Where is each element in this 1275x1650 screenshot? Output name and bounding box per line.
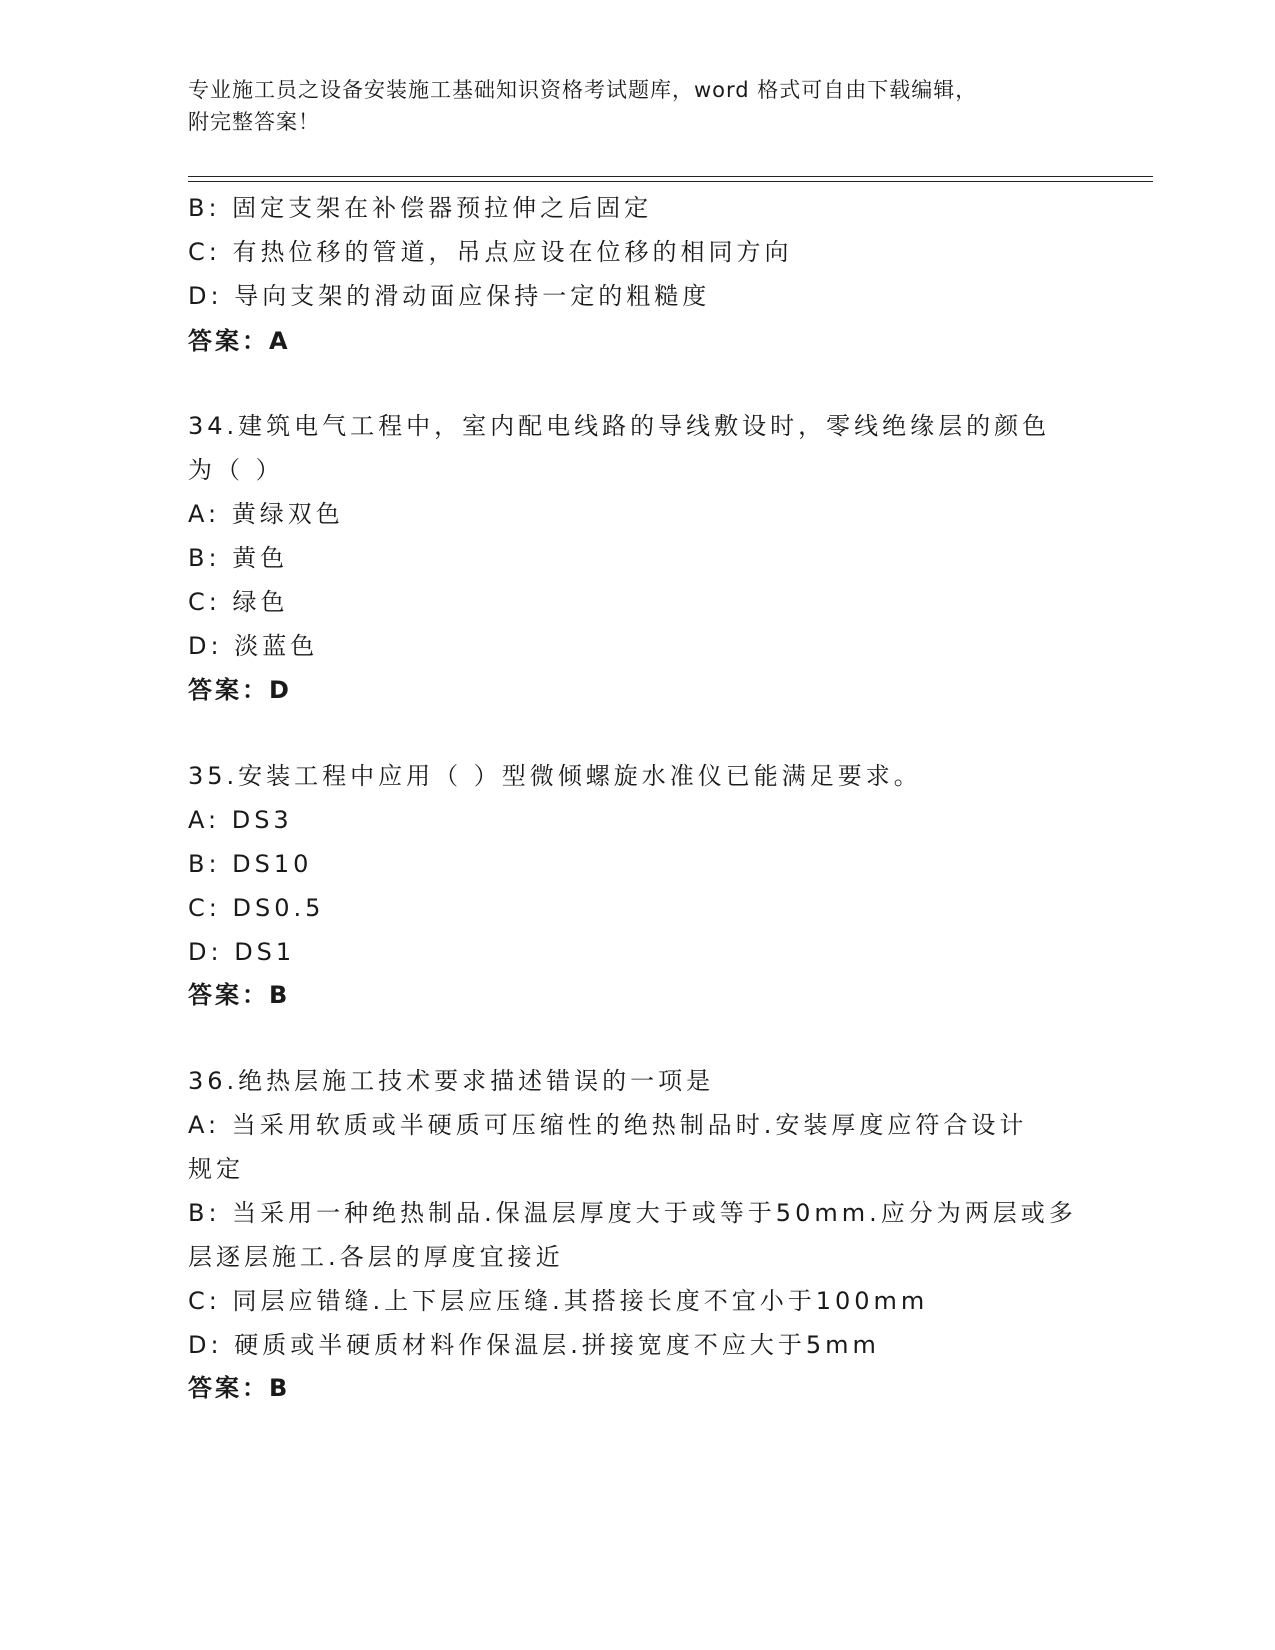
q36-stem-line-1: 36.绝热层施工技术要求描述错误的一项是: [188, 1067, 715, 1095]
q33-answer: 答案：A: [188, 327, 291, 355]
q34-stem-line-2: 为（ ）: [188, 456, 284, 484]
q35-option-b: B: DS10: [188, 850, 313, 878]
q36-answer: 答案：B: [188, 1374, 291, 1402]
q35-option-a: A: DS3: [188, 806, 293, 834]
q35-option-d: D: DS1: [188, 938, 296, 966]
header-divider-bottom: [188, 181, 1153, 182]
header-divider-top: [188, 176, 1153, 177]
q34-stem-line-1: 34.建筑电气工程中，室内配电线路的导线敷设时，零线绝缘层的颜色: [188, 412, 1051, 440]
q34-option-a: A: 黄绿双色: [188, 500, 344, 528]
q36-option-a-line-2: 规定: [188, 1155, 244, 1183]
q33-option-c: C: 有热位移的管道，吊点应设在位移的相同方向: [188, 238, 793, 266]
document-header: [188, 74, 1088, 138]
q33-option-d: D: 导向支架的滑动面应保持一定的粗糙度: [188, 282, 711, 310]
q36-option-d: D: 硬质或半硬质材料作保温层.拼接宽度不应大于5mm: [188, 1331, 880, 1359]
q36-option-c: C: 同层应错缝.上下层应压缝.其搭接长度不宜小于100mm: [188, 1287, 929, 1315]
header-line-1: 专业施工员之设备安装施工基础知识资格考试题库，word 格式可自由下载编辑，: [188, 78, 978, 102]
q35-option-c: C: DS0.5: [188, 894, 325, 922]
q36-option-a-line-1: A: 当采用软质或半硬质可压缩性的绝热制品时.安装厚度应符合设计: [188, 1111, 1028, 1139]
q35-stem-line-1: 35.安装工程中应用（ ）型微倾螺旋水准仪已能满足要求。: [188, 762, 922, 790]
q33-option-b: B: 固定支架在补偿器预拉伸之后固定: [188, 194, 653, 222]
header-line-2: 附完整答案！: [188, 110, 320, 134]
q35-answer: 答案：B: [188, 981, 291, 1009]
q34-option-d: D: 淡蓝色: [188, 632, 319, 660]
q34-answer: 答案：D: [188, 676, 292, 704]
q36-option-b-line-1: B: 当采用一种绝热制品.保温层厚度大于或等于50mm.应分为两层或多: [188, 1199, 1077, 1227]
q34-option-c: C: 绿色: [188, 588, 289, 616]
q36-option-b-line-2: 层逐层施工.各层的厚度宜接近: [188, 1243, 564, 1271]
q34-option-b: B: 黄色: [188, 544, 289, 572]
